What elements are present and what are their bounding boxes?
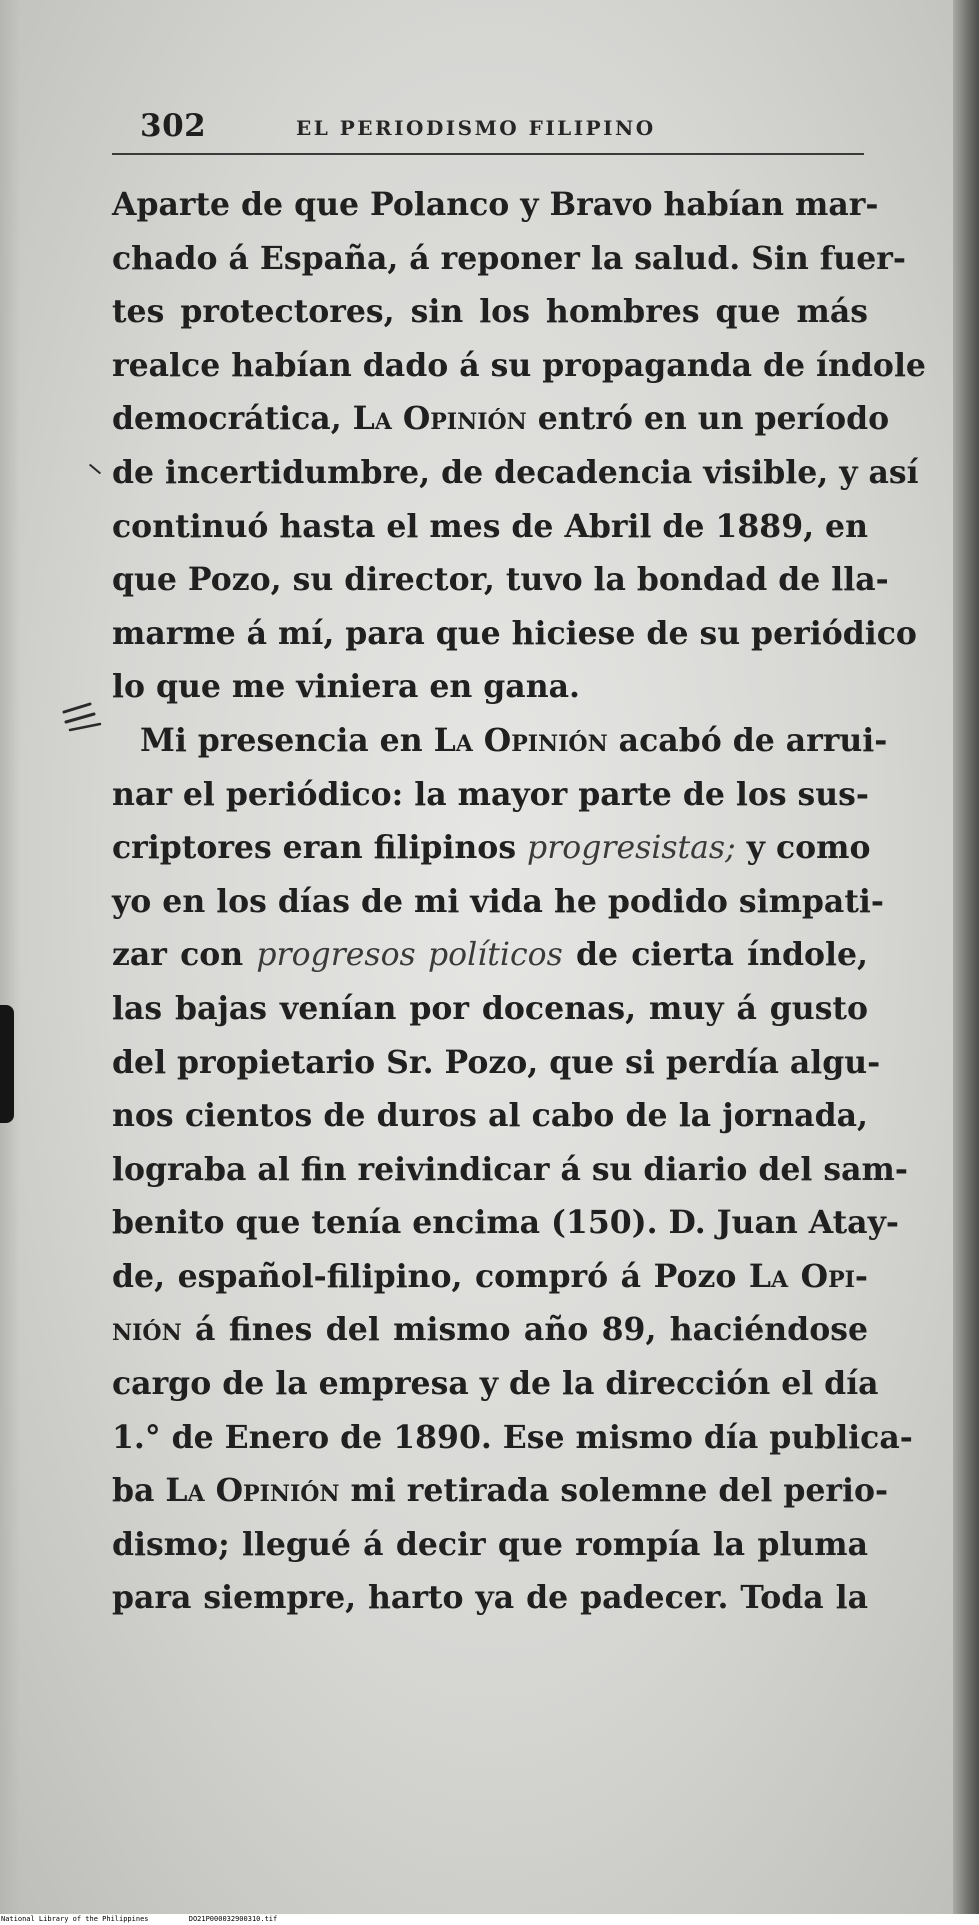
text-run: 1.° de Enero de 1890. Ese mismo día publica- <box>112 1418 913 1456</box>
text-line <box>112 1411 913 1465</box>
text-run: ba <box>112 1472 166 1510</box>
text-line <box>112 1303 868 1357</box>
text-line <box>112 339 926 393</box>
text-run: marme á mí, para que hiciese de su periódico <box>112 614 917 652</box>
margin-pencil-mark <box>89 464 101 475</box>
italic-phrase: progresos políticos <box>256 937 563 974</box>
text-run: yo en los días de mi vida he podido simpati- <box>112 882 884 920</box>
text-run: para siempre, harto ya de padecer. Toda la <box>112 1579 868 1617</box>
text-run: realce habían dado á su propaganda de índole <box>112 346 926 384</box>
text-line <box>112 928 868 982</box>
binding-mark <box>0 1005 14 1123</box>
footer-filename: DO21P000032900310.tif <box>188 1915 278 1923</box>
text-line <box>112 285 868 339</box>
newspaper-title: La Opi- <box>748 1257 868 1295</box>
text-line <box>112 1464 889 1518</box>
margin-annotation-mark <box>60 700 104 738</box>
text-line <box>112 178 879 232</box>
text-line <box>112 1089 868 1143</box>
text-line <box>112 1518 868 1572</box>
text-line <box>112 553 889 607</box>
text-run: criptores eran filipinos <box>112 829 528 867</box>
text-line <box>112 232 906 286</box>
italic-phrase: progresistas; <box>527 830 736 867</box>
text-run: de, español-filipino, compró á Pozo <box>112 1257 749 1295</box>
text-line <box>112 768 868 822</box>
page-number: 302 <box>140 108 207 144</box>
text-line <box>112 875 884 929</box>
text-run: y como <box>735 829 871 867</box>
text-line <box>112 660 868 714</box>
text-run: del propietario Sr. Pozo, que si perdía algu- <box>112 1043 881 1081</box>
text-run: Aparte de que Polanco y Bravo habían mar- <box>112 186 879 223</box>
text-run: nos cientos de duros al cabo de la jornada, <box>112 1097 868 1135</box>
text-line <box>112 982 868 1036</box>
text-line <box>112 1143 908 1197</box>
text-run: de cierta índole, <box>562 936 869 974</box>
newspaper-title: La Opinión <box>165 1472 340 1510</box>
text-run: nar el periódico: la mayor parte de los sus- <box>112 775 869 813</box>
text-run: benito que tenía encima (150). D. Juan Atay- <box>112 1204 899 1242</box>
text-line <box>112 500 868 554</box>
text-run: lograba al fin reivindicar á su diario del sam- <box>112 1150 908 1188</box>
text-line <box>112 446 919 500</box>
text-run: Mi presencia en <box>140 721 434 759</box>
text-run: lo que me viniera en gana. <box>112 668 580 706</box>
running-head: EL PERIODISMO FILIPINO <box>296 116 656 140</box>
scan-footer <box>0 1914 979 1925</box>
text-line <box>112 1036 881 1090</box>
text-line <box>112 1250 868 1304</box>
text-run: entró en un período <box>526 400 890 438</box>
text-run: continuó hasta el mes de Abril de 1889, en <box>112 507 868 545</box>
text-run: de incertidumbre, de decadencia visible, y así <box>112 453 919 491</box>
text-run: las bajas venían por docenas, muy á gusto <box>112 989 868 1027</box>
text-run: que Pozo, su director, tuvo la bondad de lla- <box>112 561 889 599</box>
page-right-edge <box>953 0 979 1914</box>
text-run: dismo; llegué á decir que rompía la pluma <box>112 1525 868 1563</box>
text-line <box>112 1571 868 1625</box>
page-header <box>140 108 860 148</box>
header-rule <box>112 153 864 155</box>
newspaper-title: La Opinión <box>433 721 608 759</box>
text-run: chado á España, á reponer la salud. Sin fuer- <box>112 239 906 277</box>
text-line <box>112 607 917 661</box>
text-line <box>112 1357 879 1411</box>
body-text <box>112 178 926 1625</box>
text-line <box>112 1196 899 1250</box>
text-run: acabó de arrui- <box>607 721 888 759</box>
text-run: tes protectores, sin los hombres que más <box>112 293 868 331</box>
text-run: cargo de la empresa y de la dirección el día <box>112 1365 879 1403</box>
newspaper-title: La Opinión <box>352 400 527 438</box>
text-line <box>112 714 888 768</box>
text-run: zar con <box>112 936 257 974</box>
text-run: mi retirada solemne del perio- <box>339 1472 889 1510</box>
text-run: á fines del mismo año 89, haciéndose <box>181 1311 868 1349</box>
text-line <box>112 392 890 446</box>
newspaper-title: nión <box>112 1311 182 1349</box>
text-run: democrática, <box>112 400 353 438</box>
text-line <box>112 821 871 875</box>
footer-library: National Library of the Philippines <box>1 1915 149 1923</box>
page-left-shadow <box>0 0 20 1914</box>
